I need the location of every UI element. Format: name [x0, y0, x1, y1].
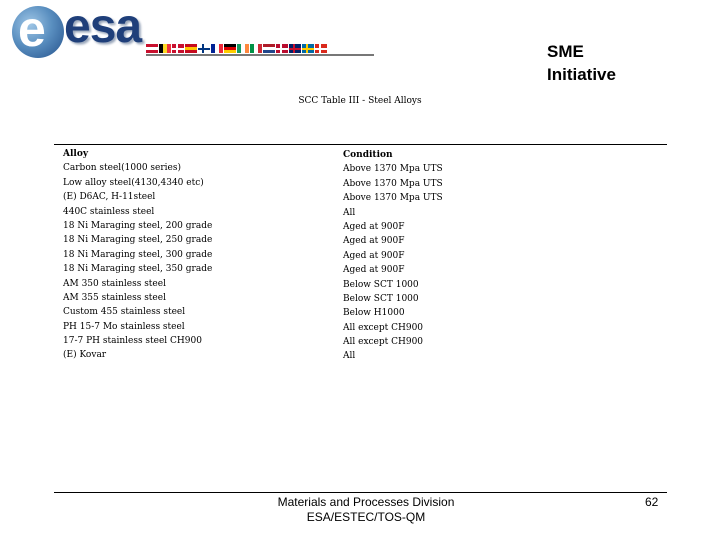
flag-uk-icon [289, 44, 301, 53]
alloy-cell: AM 350 stainless steel [63, 278, 166, 289]
flag-spain-icon [185, 44, 197, 53]
alloy-cell: AM 355 stainless steel [63, 292, 166, 303]
flag-norway-icon [276, 44, 288, 53]
condition-cell: All except CH900 [343, 322, 424, 333]
condition-cell: Aged at 900F [343, 236, 405, 247]
condition-cell: All [343, 351, 356, 362]
flag-sweden-icon [302, 44, 314, 53]
alloy-cell: 18 Ni Maraging steel, 350 grade [63, 264, 213, 275]
table-title: SCC Table III - Steel Alloys [298, 96, 422, 106]
alloy-cell: Carbon steel(1000 series) [63, 163, 182, 174]
footer-division: Materials and Processes Division [277, 495, 455, 509]
alloy-cell: 18 Ni Maraging steel, 250 grade [63, 235, 213, 246]
condition-cell: Above 1370 Mpa UTS [343, 178, 443, 189]
member-state-flags [146, 42, 374, 56]
flag-france-icon [211, 44, 223, 53]
alloy-cell: Low alloy steel(4130,4340 etc) [63, 177, 204, 188]
alloy-cell: (E) D6AC, H-11steel [63, 192, 156, 203]
condition-cell: Below H1000 [343, 308, 405, 319]
flag-netherlands-icon [263, 44, 275, 53]
flag-denmark-icon [172, 44, 184, 53]
sme-title-line2: Initiative [547, 65, 616, 84]
table-top-rule [54, 144, 667, 145]
condition-cell: Below SCT 1000 [343, 279, 419, 290]
condition-cell: Above 1370 Mpa UTS [343, 164, 443, 175]
condition-column [343, 148, 443, 364]
flag-belgium-icon [159, 44, 171, 53]
condition-cell: All [343, 207, 356, 218]
condition-cell: Aged at 900F [343, 221, 405, 232]
alloy-cell: (E) Kovar [63, 350, 107, 361]
condition-cell: Above 1370 Mpa UTS [343, 193, 443, 204]
footer-department: ESA/ESTEC/TOS-QM [306, 510, 426, 524]
alloy-column [63, 147, 212, 363]
esa-logo [10, 0, 370, 62]
alloy-header: Alloy [63, 149, 89, 159]
alloy-cell: 18 Ni Maraging steel, 300 grade [63, 249, 213, 260]
condition-cell: All except CH900 [343, 337, 424, 348]
page-number: 62 [645, 495, 659, 509]
footer [0, 495, 720, 525]
flag-ireland-icon [237, 44, 249, 53]
flag-finland-icon [198, 44, 210, 53]
footer-rule [54, 492, 667, 493]
flag-austria-icon [146, 44, 158, 53]
flag-switzerland-icon [315, 44, 327, 53]
alloy-cell: 17-7 PH stainless steel CH900 [63, 336, 202, 347]
sme-title-line1: SME [547, 42, 584, 61]
flag-italy-icon [250, 44, 262, 53]
alloy-cell: 18 Ni Maraging steel, 200 grade [63, 220, 213, 231]
flag-germany-icon [224, 44, 236, 53]
sme-initiative-title [547, 40, 616, 86]
condition-cell: Below SCT 1000 [343, 293, 419, 304]
alloy-cell: Custom 455 stainless steel [63, 307, 186, 318]
esa-logo-text: esa [64, 0, 142, 53]
alloy-cell: PH 15-7 Mo stainless steel [63, 321, 185, 332]
condition-header: Condition [343, 150, 393, 160]
alloy-cell: 440C stainless steel [63, 206, 155, 217]
esa-logo-mark: e [18, 1, 46, 57]
condition-cell: Aged at 900F [343, 265, 405, 276]
condition-cell: Aged at 900F [343, 250, 405, 261]
